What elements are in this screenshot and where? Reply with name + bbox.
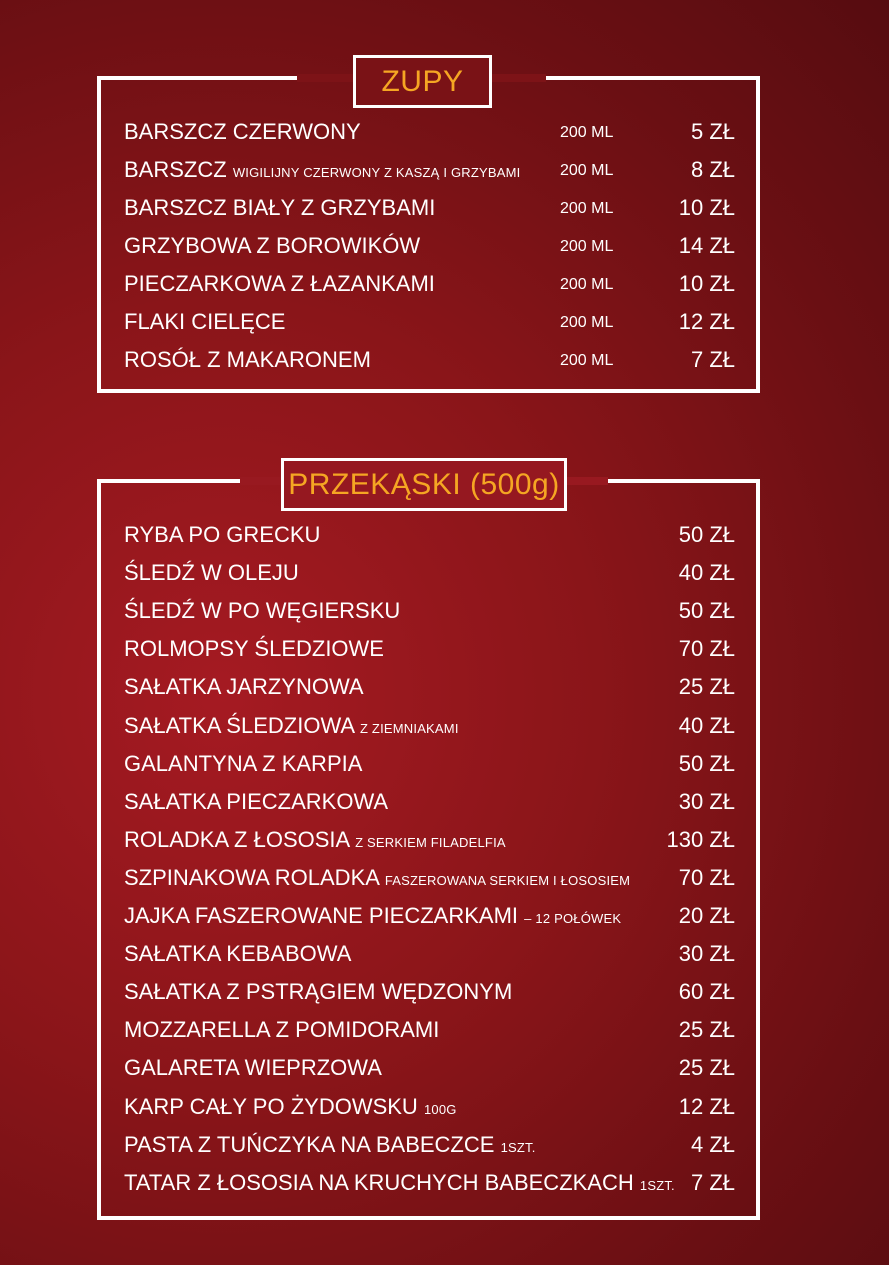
item-name xyxy=(124,825,506,858)
snacks-menu-item xyxy=(124,787,735,817)
item-name xyxy=(124,558,299,588)
item-name-text: SZPINAKOWA ROLADKA xyxy=(124,864,379,890)
item-note: Z SERKIEM FILADELFIA xyxy=(355,834,506,850)
item-name xyxy=(124,1168,675,1201)
item-name xyxy=(124,977,512,1007)
snacks-title-text: PRZEKĄSKI (500g) xyxy=(288,468,560,501)
item-quantity: 200 ML xyxy=(560,238,614,255)
item-name xyxy=(124,1053,382,1083)
item-name xyxy=(124,231,420,261)
item-note: WIGILIJNY CZERWONY Z KASZĄ I GRZYBAMI xyxy=(232,165,521,180)
soups-menu-item xyxy=(124,345,735,375)
item-note: 100G xyxy=(423,1101,457,1117)
soups-menu-item xyxy=(124,117,735,147)
soups-title-text: ZUPY xyxy=(381,65,464,98)
item-name xyxy=(124,117,361,147)
item-name xyxy=(124,939,351,969)
item-note: Z ZIEMNIAKAMI xyxy=(359,720,459,736)
item-name-text: PASTA Z TUŃCZYKA NA BABECZCE xyxy=(124,1131,495,1157)
item-name xyxy=(124,193,435,223)
snacks-menu-item xyxy=(124,711,735,741)
soups-menu-item xyxy=(124,269,735,299)
snacks-menu-item xyxy=(124,520,735,550)
item-name-text: BARSZCZ BIAŁY Z GRZYBAMI xyxy=(124,195,436,220)
item-name-text: BARSZCZ xyxy=(124,157,227,182)
item-name-text: BARSZCZ CZERWONY xyxy=(124,119,361,144)
item-name-text: ŚLEDŹ W OLEJU xyxy=(124,560,299,586)
snacks-menu-item xyxy=(124,672,735,702)
item-price: 25 ZŁ xyxy=(678,674,735,700)
snacks-menu-item xyxy=(124,558,735,588)
snacks-menu-item xyxy=(124,1168,735,1198)
item-name-text: ROSÓŁ Z MAKARONEM xyxy=(124,347,371,372)
item-price: 130 ZŁ xyxy=(666,826,735,852)
snacks-menu-item xyxy=(124,825,735,855)
item-name xyxy=(124,672,364,702)
item-name-text: SAŁATKA ŚLEDZIOWA xyxy=(124,712,354,738)
snacks-menu-item xyxy=(124,1130,735,1160)
item-quantity: 200 ML xyxy=(560,124,614,141)
item-name-text: ŚLEDŹ W PO WĘGIERSKU xyxy=(124,598,401,624)
item-price: 14 ZŁ xyxy=(678,233,735,258)
item-price: 12 ZŁ xyxy=(678,309,735,334)
item-name-text: GRZYBOWA Z BOROWIKÓW xyxy=(124,233,421,258)
item-name xyxy=(124,520,320,550)
item-name xyxy=(124,269,435,299)
item-name xyxy=(124,863,630,896)
item-name-text: ROLMOPSY ŚLEDZIOWE xyxy=(124,636,384,662)
item-name xyxy=(124,1015,439,1045)
item-price: 40 ZŁ xyxy=(678,712,735,738)
item-price: 10 ZŁ xyxy=(678,195,735,220)
item-name xyxy=(124,901,621,934)
item-name-text: TATAR Z ŁOSOSIA NA KRUCHYCH BABECZKACH xyxy=(124,1169,634,1195)
snacks-menu-item xyxy=(124,1092,735,1122)
item-name-text: KARP CAŁY PO ŻYDOWSKU xyxy=(124,1093,418,1119)
item-name xyxy=(124,596,400,626)
item-quantity: 200 ML xyxy=(560,314,614,331)
snacks-menu-item xyxy=(124,863,735,893)
item-price: 60 ZŁ xyxy=(678,979,735,1005)
item-name xyxy=(124,634,384,664)
item-name-text: SAŁATKA KEBABOWA xyxy=(124,941,352,967)
item-price: 7 ZŁ xyxy=(690,1169,735,1195)
item-price: 5 ZŁ xyxy=(690,119,735,144)
item-quantity: 200 ML xyxy=(560,162,614,179)
item-price: 12 ZŁ xyxy=(678,1093,735,1119)
item-name-text: JAJKA FASZEROWANE PIECZARKAMI xyxy=(124,903,519,928)
item-name xyxy=(124,345,371,375)
item-quantity: 200 ML xyxy=(560,276,614,293)
item-price: 70 ZŁ xyxy=(678,864,735,890)
item-name xyxy=(124,1130,536,1163)
soups-menu-item xyxy=(124,231,735,261)
snacks-menu-item xyxy=(124,977,735,1007)
item-quantity: 200 ML xyxy=(560,200,614,217)
item-name xyxy=(124,155,520,188)
item-price: 50 ZŁ xyxy=(678,598,735,624)
item-name-text: RYBA PO GRECKU xyxy=(124,522,321,547)
item-price: 8 ZŁ xyxy=(690,157,735,182)
item-name-text: FLAKI CIELĘCE xyxy=(124,309,286,334)
item-name xyxy=(124,787,388,817)
snacks-menu-item xyxy=(124,596,735,626)
snacks-menu-item xyxy=(124,749,735,779)
item-note: 1SZT. xyxy=(500,1139,536,1155)
item-name xyxy=(124,307,285,337)
item-price: 4 ZŁ xyxy=(690,1131,735,1157)
item-note: – 12 POŁÓWEK xyxy=(524,911,622,926)
snacks-menu-item xyxy=(124,901,735,931)
item-price: 20 ZŁ xyxy=(678,903,735,928)
soups-menu-item xyxy=(124,307,735,337)
item-name-text: GALANTYNA Z KARPIA xyxy=(124,750,363,776)
item-name xyxy=(124,1092,457,1125)
item-price: 30 ZŁ xyxy=(678,941,735,967)
snacks-title xyxy=(281,458,567,511)
item-quantity: 200 ML xyxy=(560,352,614,369)
item-name xyxy=(124,711,459,744)
item-name-text: SAŁATKA JARZYNOWA xyxy=(124,674,364,700)
soups-menu-item xyxy=(124,155,735,185)
item-price: 40 ZŁ xyxy=(678,560,735,586)
item-name-text: SAŁATKA Z PSTRĄGIEM WĘDZONYM xyxy=(124,979,513,1005)
item-name-text: GALARETA WIEPRZOWA xyxy=(124,1055,382,1081)
item-note: FASZEROWANA SERKIEM I ŁOSOSIEM xyxy=(384,872,631,888)
snacks-menu-item xyxy=(124,939,735,969)
item-price: 70 ZŁ xyxy=(678,636,735,662)
item-price: 50 ZŁ xyxy=(678,750,735,776)
item-price: 7 ZŁ xyxy=(690,347,735,372)
item-price: 10 ZŁ xyxy=(678,271,735,296)
item-name-text: MOZZARELLA Z POMIDORAMI xyxy=(124,1017,440,1043)
item-name xyxy=(124,749,362,779)
item-price: 30 ZŁ xyxy=(678,788,735,814)
item-name-text: PIECZARKOWA Z ŁAZANKAMI xyxy=(124,271,435,296)
item-price: 25 ZŁ xyxy=(678,1055,735,1081)
item-price: 25 ZŁ xyxy=(678,1017,735,1043)
item-price: 50 ZŁ xyxy=(678,522,735,547)
soups-title xyxy=(353,55,492,108)
soups-menu-item xyxy=(124,193,735,223)
snacks-menu-item xyxy=(124,634,735,664)
snacks-menu-item xyxy=(124,1015,735,1045)
item-name-text: ROLADKA Z ŁOSOSIA xyxy=(124,826,349,852)
item-note: 1SZT. xyxy=(639,1177,675,1193)
snacks-menu-item xyxy=(124,1053,735,1083)
item-name-text: SAŁATKA PIECZARKOWA xyxy=(124,788,389,814)
